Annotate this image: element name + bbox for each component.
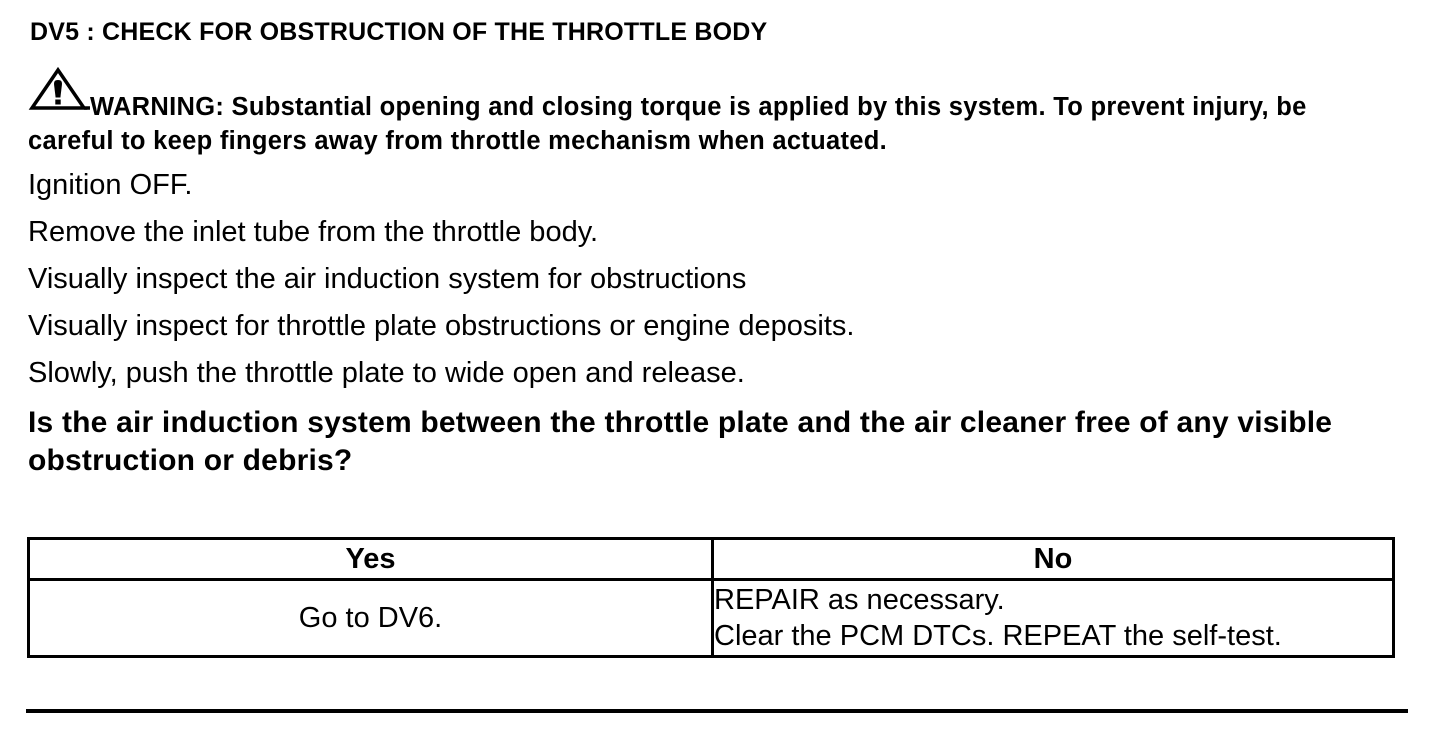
step-inspect-air-induction: Visually inspect the air induction system for obstructions — [28, 263, 747, 295]
warning-text — [28, 90, 1358, 158]
step-push-throttle-plate: Slowly, push the throttle plate to wide open and release. — [28, 357, 745, 389]
yes-header: Yes — [29, 539, 713, 580]
step-inspect-throttle-plate: Visually inspect for throttle plate obstructions or engine deposits. — [28, 310, 855, 342]
step-ignition-off: Ignition OFF. — [28, 169, 193, 201]
bottom-divider — [26, 709, 1408, 713]
warning-message: WARNING: Substantial opening and closing torque is applied by this system. To prevent injury, be careful to keep fingers away from throttle mechanism when actuated. — [28, 93, 1307, 155]
no-action-repair: REPAIR as necessary. — [714, 584, 1005, 616]
diagnostic-question: Is the air induction system between the throttle plate and the air cleaner free of any visible obstruction or debris? — [28, 406, 1333, 477]
result-table-header-row — [29, 539, 1394, 580]
no-header: No — [713, 539, 1394, 580]
no-action-cell — [713, 580, 1394, 657]
no-action-clear-dtcs: Clear the PCM DTCs. REPEAT the self-test. — [714, 620, 1282, 652]
result-table — [27, 537, 1395, 658]
yes-action-cell: Go to DV6. — [29, 580, 713, 657]
page-title: DV5 : CHECK FOR OBSTRUCTION OF THE THROTTLE BODY — [30, 18, 768, 46]
result-table-row — [29, 580, 1394, 657]
step-remove-inlet-tube: Remove the inlet tube from the throttle body. — [28, 216, 599, 248]
